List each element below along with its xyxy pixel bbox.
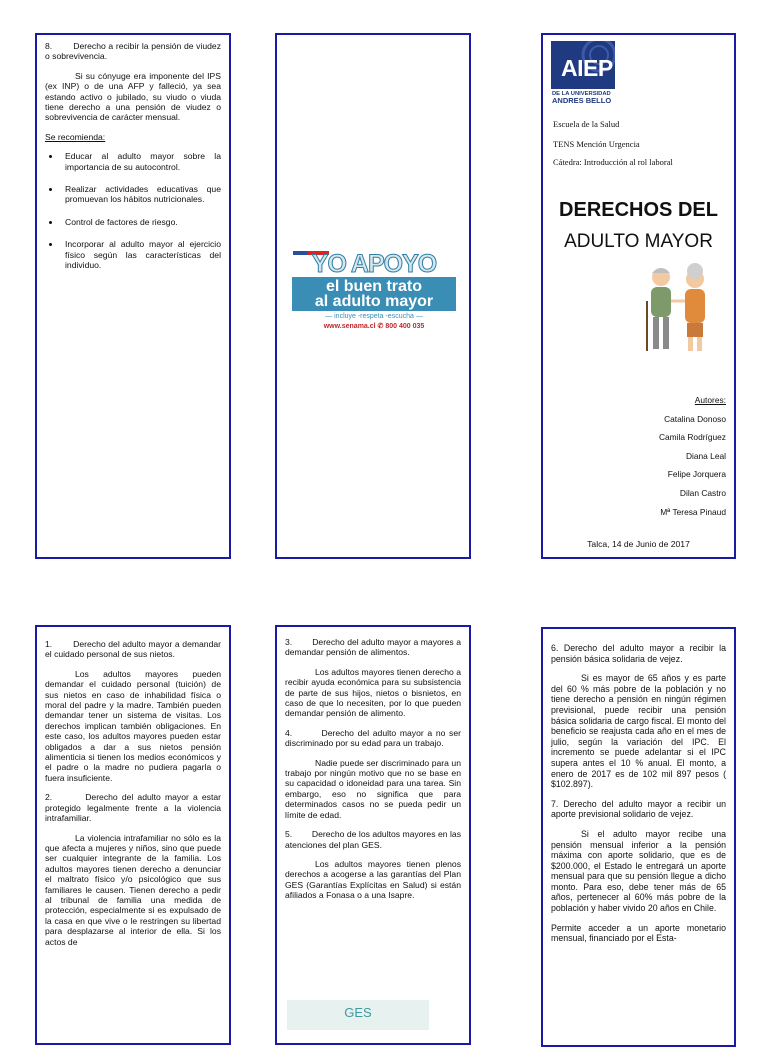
buen-trato-line-1: el buen trato <box>325 278 422 295</box>
author-name: Camila Rodríguez <box>658 432 726 443</box>
right-4-body: Nadie puede ser discriminado para un trabajo por ningún motivo que no se base en su capacidad o idoneidad para una tarea. Sin embargo, eso no significa que para determinados casos no se pueda pedir un límite de edad. <box>285 757 461 820</box>
authors-label: Autores: <box>694 395 726 405</box>
right-8-heading: 8. Derecho a recibir la pensión de viudez o sobrevivencia. <box>45 41 221 62</box>
panel-top-middle <box>275 33 471 559</box>
right-5-body: Los adultos mayores tienen plenos derechos a acogerse a las garantías del Plan GES (Garantías Explícitas en Salud) si están afiliados a Fonasa o a una Isapre. <box>285 858 461 901</box>
right-7-body: Si el adulto mayor recibe una pensión mensual inferior a la pensión máxima con aporte solidario, que es de $200.000, el Estado le entregará un aporte mensual para que su pensión llegue a dicho monto. Para eso, debe tener más de 65 años, pertenecer al 60% más pobre de la población y haber vivido 20 años en Chile. <box>551 828 726 914</box>
school-name: Escuela de la Salud <box>553 119 620 129</box>
recommendation-title: Se recomienda: <box>45 131 106 142</box>
buen-trato-banner <box>292 277 456 311</box>
right-4-heading: 4. Derecho del adulto mayor a no ser discriminado por su edad para un trabajo. <box>285 727 461 749</box>
right-2-body: La violencia intrafamiliar no sólo es la que afecta a mujeres y niños, sino que puede ser cualquier integrante de la familia. Los adultos mayores tienen derecho a denunciar el maltrato físico y/o psicológico que sus familiares le causen. Tienen derecho a pedir al tribunal de familia una medida de protección, especialmente si es expulsado de la casa en que vive o le restringen su libertad para desplazarse al interior de ella. Si los actos de <box>45 832 221 947</box>
yo-apoyo-text: YO APOYO <box>311 250 437 278</box>
recommendation-item: • Control de factores de riesgo. <box>61 217 221 227</box>
buen-trato-campaign-logo <box>292 250 456 340</box>
panel-top-left <box>35 33 231 559</box>
logo-subtitle <box>552 91 611 104</box>
panel-cover <box>541 33 736 559</box>
right-3-body: Los adultos mayores tienen derecho a recibir ayuda económica para su subsistencia de parte de sus hijos, nietos o bisnietos, en caso de que lo necesiten, por lo que pueden demandar pensión de alimento. <box>285 666 461 719</box>
aiep-logo <box>551 41 615 89</box>
right-1-body: Los adultos mayores pueden demandar el cuidado personal (tuición) de sus nietos en caso de inhabilidad física o moral del padre y la madre. También pueden demandar tener un sistema de visitas. Los derechos implican también obligaciones. En este caso, los adultos mayores pueden estar obligados a dar a sus nietos pensión alimenticia si tienen los medios económicos y el padre o la madre no pudiera pagarla o fuera insuficiente. <box>45 668 221 783</box>
right-1-heading: 1. Derecho del adulto mayor a demandar el cuidado personal de sus nietos. <box>45 639 221 660</box>
ges-logo-text: GES <box>344 1005 372 1020</box>
authors-block <box>659 391 726 521</box>
author-name: Mª Teresa Pinaud <box>660 506 726 517</box>
panel-bottom-left <box>35 625 231 1045</box>
logo-sub-1: DE LA UNIVERSIDAD <box>552 91 611 97</box>
author-name: Felipe Jorquera <box>667 469 726 480</box>
panel-bottom-right <box>541 627 736 1047</box>
panel-bottom-middle <box>275 625 471 1045</box>
recommendation-item: • Realizar actividades educativas que promuevan los hábitos nutricionales. <box>61 184 221 205</box>
right-7-heading: 7. Derecho del adulto mayor a recibir un aporte previsional solidario de vejez. <box>551 798 726 820</box>
recommendation-item: • Incorporar al adulto mayor al ejercicio físico según las características del individuo. <box>61 239 221 270</box>
logo-text: AIEP <box>561 55 613 81</box>
recommendation-list <box>45 151 221 270</box>
author-name: Diana Leal <box>685 450 726 461</box>
program-name: TENS Mención Urgencia <box>553 139 640 149</box>
logo-sub-2: ANDRES BELLO <box>552 95 612 105</box>
recommendation-item: • Educar al adulto mayor sobre la importancia de su autocontrol. <box>61 151 221 172</box>
campaign-slogan: — incluye -respeta -escucha — <box>325 313 423 320</box>
course-name: Cátedra: Introducción al rol laboral <box>553 157 673 167</box>
buen-trato-line-2: al adulto mayor <box>314 293 434 310</box>
publication-date: Talca, 14 de Junio de 2017 <box>587 539 690 549</box>
author-name: Catalina Donoso <box>664 413 726 424</box>
right-7-extra: Permite acceder a un aporte monetario mensual, financiado por el Esta- <box>551 922 726 944</box>
right-6-body: Si es mayor de 65 años y es parte del 60 % más pobre de la población y no tiene derecho a pensión en ningún régimen previsional, puede recibir una pensión básica solidaria de cargo fiscal. El monto del beneficio se reajusta cada año en el mes de julio, según la variación del IPC. El incremento se puede adelantar si el IPC supera antes el 10 % anual. El monto, a enero de 2017 es de 102 mil 897 pesos ( $102.897). <box>551 673 726 790</box>
elderly-couple-illustration <box>639 261 719 357</box>
ges-logo <box>287 1000 429 1030</box>
right-8-body: Si su cónyuge era imponente del IPS (ex INP) o de una AFP y falleció, ya sea estando activo o jubilado, su viudo o viuda tiene derecho a una pensión de viudez o sobrevivencia de carácter mensual. <box>45 70 221 123</box>
right-3-heading: 3. Derecho del adulto mayor a mayores a demandar pensión de alimentos. <box>285 637 461 658</box>
right-5-heading: 5. Derecho de los adultos mayores en las atenciones del plan GES. <box>285 829 461 850</box>
title-line-1: DERECHOS DEL <box>559 199 718 221</box>
author-name: Dilan Castro <box>679 487 726 498</box>
campaign-contact: www.senama.cl ✆ 800 400 035 <box>323 323 425 330</box>
right-6-heading: 6. Derecho del adulto mayor a recibir la pensión básica solidaria de vejez. <box>551 643 726 664</box>
right-2-heading: 2. Derecho del adulto mayor a estar protegido legalmente frente a la violencia intrafamiliar. <box>45 792 221 824</box>
title-line-2: ADULTO MAYOR <box>564 231 713 252</box>
